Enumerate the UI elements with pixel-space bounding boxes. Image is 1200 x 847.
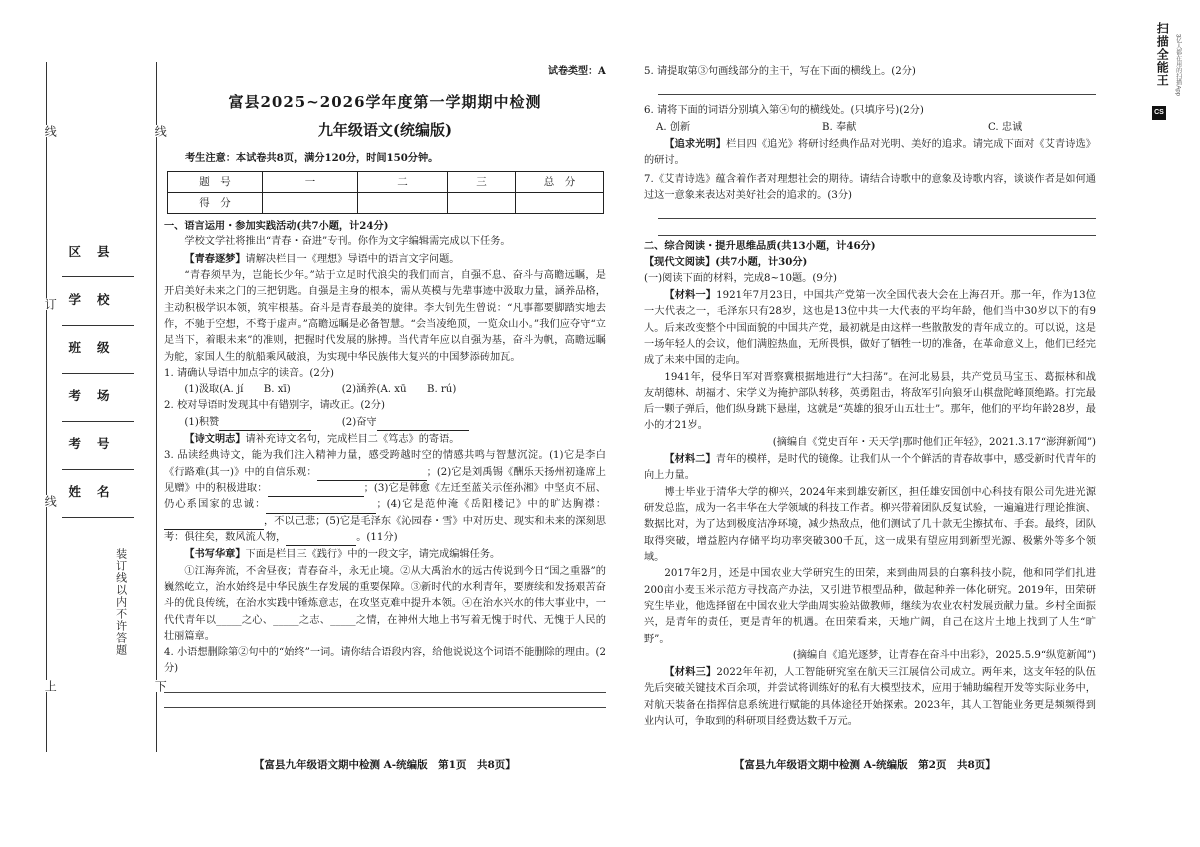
binding-line <box>46 62 47 752</box>
option-a: A. 创新 <box>656 121 691 133</box>
question-1: 1. 请确认导语中加点字的读音。(2分) <box>164 367 335 379</box>
cut-mark: 上 <box>40 680 59 692</box>
column-text: 请补充诗文名句，完成栏目二《笃志》的寄语。 <box>245 434 460 446</box>
right-content-reading <box>644 238 1096 730</box>
column-text: 下面是栏目三《践行》中的一段文字，请完成编辑任务。 <box>245 549 501 561</box>
score-label-cell: 得 分 <box>168 193 263 214</box>
material-source: (摘编自《党史百年・天天学|那时他们正年轻》，2021.3.17“澎湃新闻”) <box>772 436 1096 448</box>
column-text: 请解决栏目一《理想》导语中的语言文字问题。 <box>245 253 460 265</box>
binding-margin <box>0 0 168 847</box>
column-heading: 【追求光明】 <box>664 137 727 150</box>
practice-passage: ①江海奔流，不舍昼夜；青春奋斗，永无止境。②从大禹治水的远古传说到今日“国之重器”的巍然屹立，治水始终是中华民族生存发展的重要保障。③新时代的水利青年，要赓续和发扬艰苦奋斗的优良传统，在治水实践中锤炼意志，在攻坚克难中提升本领。④在治水兴水的伟大事业中，一代代青年以_____之心、_____之志、_____之情，在神州大地上书写着无愧于时代、无愧于人民的壮丽篇章。 <box>164 565 606 642</box>
answer-line[interactable] <box>658 221 1096 236</box>
column-text: 栏目四《追光》将研讨经典作品对光明、美好的追求。请完成下面对《艾青诗选》的研讨。 <box>644 138 1096 167</box>
score-header-cell: 题 号 <box>168 172 263 193</box>
material-heading: 【材料一】 <box>664 288 717 301</box>
watermark-title: 扫描全能王 <box>1155 22 1170 87</box>
answer-blank[interactable] <box>377 420 469 431</box>
answer-blank[interactable] <box>317 470 427 481</box>
question-7: 7.《艾青诗选》蕴含着作者对理想社会的期待。请结合诗歌中的意象及诗歌内容，谈谈作者是如何通过这一意象来表达对美好社会的追求的。(3分) <box>644 173 1096 201</box>
field-underline <box>62 373 134 374</box>
score-header-cell: 总 分 <box>516 172 604 193</box>
page-footer-left: 【富县九年级语文期中检测 A-统编版 第1页 共8页】 <box>254 759 516 771</box>
column-heading: 【书写华章】 <box>184 548 246 561</box>
answer-line[interactable] <box>658 204 1096 219</box>
binding-notice: 装订线以内不许答题 <box>114 548 128 656</box>
material-text: 2022年年初，人工智能研究室在航天三江展信公司成立。两年来，这支年轻的队伍先后突破关键技术百余项，并尝试将训练好的私有大模型技术，应用于辅助编程开发等实际业务中，对航天装备在指挥信息系统进行赋能的具体途径开始探索。2023年，其人工智能业务更是频频得到业内认可，争取到的科研项目经费达数千万元。 <box>644 667 1096 728</box>
cut-mark: 线 <box>40 495 59 507</box>
answer-line[interactable] <box>164 693 606 708</box>
question-3-part: ；(3)它是韩愈《左迁至蓝关示侄孙湘》中坚贞不屈、仍心系国家的忠诚： <box>164 483 606 511</box>
material-text: 青年的模样，是时代的镜像。让我们从一个个鲜活的青春故事中，感受新时代青年的向上力量。 <box>644 454 1097 482</box>
question-2-item: (1)积赞 <box>184 416 220 428</box>
binding-line <box>156 62 157 752</box>
material-text: 1941年，侵华日军对晋察冀根据地进行“大扫荡”。在河北易县，共产党员马宝玉、葛振林和战友胡德林、胡福才、宋学义为掩护部队转移，英勇阻击，将敌军引向狼牙山棋盘陀峰顶绝路。打完最后一颗子弹后，他们纵身跳下悬崖，这就是“英雄的狼牙山五壮士”。那年，他们的平均年龄28岁，最小的才21岁。 <box>644 371 1096 432</box>
answer-line[interactable] <box>658 80 1096 95</box>
question-2: 2. 校对导语时发现其中有错别字，请改正。(2分) <box>164 400 385 412</box>
answer-blank[interactable] <box>286 535 356 546</box>
field-underline <box>62 469 134 470</box>
option-c: C. 忠诚 <box>988 121 1023 133</box>
cut-mark: 线 <box>150 125 169 137</box>
question-3-part: ；(2)它是刘禹锡《酬乐天扬州初逢席上见赠》中的积极进取： <box>164 466 606 494</box>
answer-blank[interactable] <box>266 503 376 514</box>
cs-logo-icon: CS <box>1152 106 1166 120</box>
score-cell[interactable] <box>516 193 604 214</box>
page-footer-right: 【富县九年级语文期中检测 A-统编版 第2页 共8页】 <box>734 759 996 771</box>
question-3-part: ；(4)它是范仲淹《岳阳楼记》中的旷达胸襟： <box>376 499 607 511</box>
material-text: 2017年2月，还是中国农业大学研究生的田荣，来到曲周县的白寨科技小院，他和同学们扎进200亩小麦玉米示范方寻找高产办法，又引进节根型品种，做起种养一体化研究。2019年，田荣研究生毕业，他选择留在中国农业大学曲周实验站做教师，继续为农业农村发展贡献力量。乡村全面振兴，是青年的责任，更是青年的机遇。在田荣看来，天地广阔，自己在这片土地上找到了人生“旷野”。 <box>644 568 1096 645</box>
intro-text: 学校文学社将推出“青春・奋进”专刊。你作为文字编辑需完成以下任务。 <box>184 236 511 248</box>
scanner-watermark <box>1150 14 1196 124</box>
right-content-top <box>644 64 1096 236</box>
section-heading: 二、综合阅读・提升思维品质(共13小题，计46分) <box>644 240 876 252</box>
option-b: B. 奉献 <box>822 121 857 133</box>
question-3-part: ，不以己悲；(5)它是毛泽东《沁园春・雪》中对历史、现实和未来的深刻思考：俱往矣，数风流人物， <box>164 515 606 543</box>
answer-blank[interactable] <box>268 486 364 497</box>
material-heading: 【材料三】 <box>664 666 717 679</box>
field-underline <box>62 276 134 277</box>
subsection-heading: 【现代文阅读】(共7小题，计30分) <box>644 256 808 269</box>
score-header-cell: 三 <box>448 172 516 193</box>
field-room-label: 考场 <box>68 388 126 403</box>
field-district-label: 区县 <box>68 244 126 259</box>
field-examno-label: 考号 <box>68 436 126 451</box>
question-3: 3. 品读经典诗文，能为我们注入精神力量，感受跨越时空的情感共鸣与智慧沉淀。(1)它是李白《行路难(其一)》中的自信乐观： <box>164 450 606 478</box>
field-name-label: 姓名 <box>68 484 126 499</box>
exam-note: 考生注意：本试卷共8页，满分120分，时间150分钟。 <box>185 152 439 164</box>
material-text: 1921年7月23日，中国共产党第一次全国代表大会在上海召开。那一年，作为13位一大代表之一，毛泽东只有28岁，这也是13位中共一大代表的平均年龄，他们当中30岁以下的有9人。后来改变整个中国面貌的中国共产党，最初就是由这样一些散散发的青年成立的。可以说，这是一场年轻人的会议，他们满腔热血，无所畏惧，做好了牺牲一切的准备，在革命意义上，他们已经完成了未来中国的走向。 <box>644 289 1096 367</box>
question-5: 5. 请提取第③句画线部分的主干，写在下面的横线上。(2分) <box>644 66 916 77</box>
score-cell[interactable] <box>263 193 358 214</box>
field-underline <box>62 517 134 518</box>
field-class-label: 班级 <box>68 340 126 355</box>
exam-subtitle: 九年级语文(统编版) <box>317 121 453 139</box>
material-heading: 【材料二】 <box>664 453 716 466</box>
paper-type: 试卷类型：A <box>548 66 606 77</box>
score-header-cell: 二 <box>358 172 448 193</box>
field-school-label: 学校 <box>68 292 126 307</box>
material-source: (摘编自《追光逐梦，让青春在奋斗中出彩》，2025.5.9“纵览新闻”) <box>792 649 1096 661</box>
guide-passage: “青春须早为，岂能长少年。”站于立足时代浪尖的我们而言，自强不息、奋斗与高瞻远瞩，是开启美好未来之门的三把钥匙。自强是主身的根本，需从英模与先辈事迹中汲取力量，涵养品格，主动积极学识本领，筑牢根基。奋斗是青春最美的旋律。李大钊先生曾说：“凡事都要脚踏实地去作，不驰于空想，不骛于虚声。”高瞻远瞩是必备智慧。“会当凌绝顶，一览众山小。”我们应夺守“立足当下，着眼未来”的准则，把握时代发展的脉搏。当代青年应以自强为基，奋斗为帆，高瞻远瞩为舵，家国人生的航船乘风破浪，为实现中华民族伟大复兴的中国梦添砖加瓦。 <box>164 269 606 363</box>
score-table <box>167 171 604 214</box>
exam-title: 富县2025~2026学年度第一学期期中检测 <box>228 93 542 111</box>
subsection-instruction: (一)阅读下面的材料，完成8~10题。(9分) <box>644 272 837 284</box>
watermark-subtitle: 3亿人都在用的扫描App <box>1174 34 1181 97</box>
cut-mark: 订 <box>40 298 59 310</box>
answer-line[interactable] <box>164 678 606 693</box>
score-header-cell: 一 <box>263 172 358 193</box>
field-underline <box>62 421 134 422</box>
score-cell[interactable] <box>448 193 516 214</box>
question-4: 4. 小语想删除第②句中的“始终”一词。请你结合语段内容，给他说说这个词语不能删除的理由。(2分) <box>164 647 606 675</box>
cut-mark: 下 <box>150 680 169 692</box>
question-6: 6. 请将下面的词语分别填入第④句的横线处。(只填序号)(2分) <box>644 105 924 117</box>
column-heading: 【青春逐梦】 <box>184 252 246 265</box>
answer-blank[interactable] <box>164 519 264 530</box>
material-text: 博士毕业于清华大学的柳兴，2024年来到雄安新区，担任雄安国创中心科技有限公司先进光源研发总监，成为一名丰华在大学领域的科技工作者。柳兴带着团队反复试验，一遍遍进行理论推演、数据比对，为了达到极度洁净环境，减少热敌点，他们测试了几十款无尘擦拭布、手套。最终，团队取得突破，增益腔内存储平均功率突破300千瓦，这一成果有望应用到新型光源、极紫外等多个领域。 <box>644 486 1096 563</box>
left-content <box>164 218 606 708</box>
cut-mark: 线 <box>40 125 59 137</box>
answer-blank[interactable] <box>219 420 311 431</box>
column-heading: 【诗文明志】 <box>184 433 246 446</box>
question-1-options: (1)汲取(A. jí B. xī) (2)涵养(A. xū B. rú) <box>184 384 457 396</box>
field-underline <box>62 325 134 326</box>
section-heading: 一、语言运用・参加实践活动(共7小题，计24分) <box>164 220 389 232</box>
question-2-item: (2)奋守 <box>341 416 377 428</box>
question-3-part: 。(11分) <box>356 531 398 543</box>
score-cell[interactable] <box>358 193 448 214</box>
